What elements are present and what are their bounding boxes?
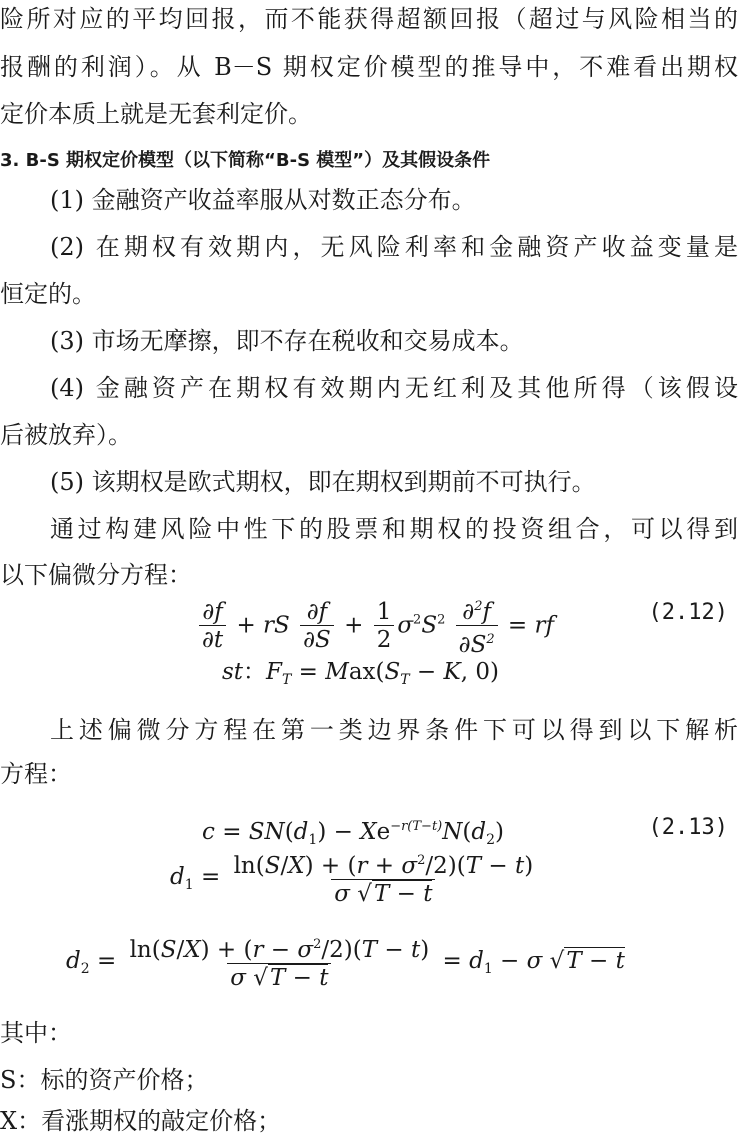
paragraph-line: 以下偏微分方程： <box>0 561 192 589</box>
equation-d2: $d_2$ = $\frac{\ln(S/X) + (r - \sigma^2/2)(T - t)}{\sigma √T - t}$ = $d_1 - \sigma$ √T − t <box>66 937 625 991</box>
boundary-condition: st：$F_T = Max(S_T - K$, 0) <box>222 659 499 688</box>
assumption-item: (2) 在期权有效期内，无风险利率和金融资产收益变量是 <box>50 233 738 261</box>
equation-number: (2.12) <box>648 600 728 625</box>
equation-2-13: $c = SN(d_1) - Xe^{-r(T-t)}N(d_2)$ <box>202 819 504 848</box>
definitions-heading: 其中： <box>0 1019 72 1047</box>
assumption-item-cont: 后被放弃）。 <box>0 421 132 449</box>
assumption-item: (5) 该期权是欧式期权，即在期权到期前不可执行。 <box>50 468 596 496</box>
paragraph-line: 定价本质上就是无套利定价。 <box>0 100 312 128</box>
definition-item: S：标的资产价格； <box>0 1066 209 1094</box>
assumption-item: (3) 市场无摩擦，即不存在税收和交易成本。 <box>50 327 524 355</box>
equation-2-12: $\frac{\partial f}{\partial t}$ + rS $\frac{\partial f}{\partial S}$ + $\frac{1}{2}$ $\sigma^2S^2$ $\frac{\partial^2f}{\partial S^2}$ = rf <box>196 594 554 659</box>
assumption-item-cont: 恒定的。 <box>0 280 96 308</box>
paragraph-line: 通过构建风险中性下的股票和期权的投资组合，可以得到 <box>50 515 738 543</box>
assumption-item: (1) 金融资产收益率服从对数正态分布。 <box>50 186 476 214</box>
paragraph-line: 方程： <box>0 760 72 788</box>
paragraph-line: 上述偏微分方程在第一类边界条件下可以得到以下解析 <box>50 716 738 744</box>
equation-number: (2.13) <box>648 815 728 840</box>
assumption-item: (4) 金融资产在期权有效期内无红利及其他所得（该假设 <box>50 374 738 402</box>
equation-d1: $d_1$ = $\frac{\ln(S/X) + (r + \sigma^2/2)(T - t)}{\sigma √T - t}$ <box>170 853 534 907</box>
paragraph-line: 险所对应的平均回报，而不能获得超额回报（超过与风险相当的 <box>0 5 738 33</box>
section-heading: 3. B-S 期权定价模型（以下简称“B-S 模型”）及其假设条件 <box>0 150 491 171</box>
paragraph-line: 报酬的利润）。从 B－S 期权定价模型的推导中，不难看出期权 <box>0 53 738 81</box>
definition-item: X：看涨期权的敲定价格； <box>0 1107 282 1135</box>
